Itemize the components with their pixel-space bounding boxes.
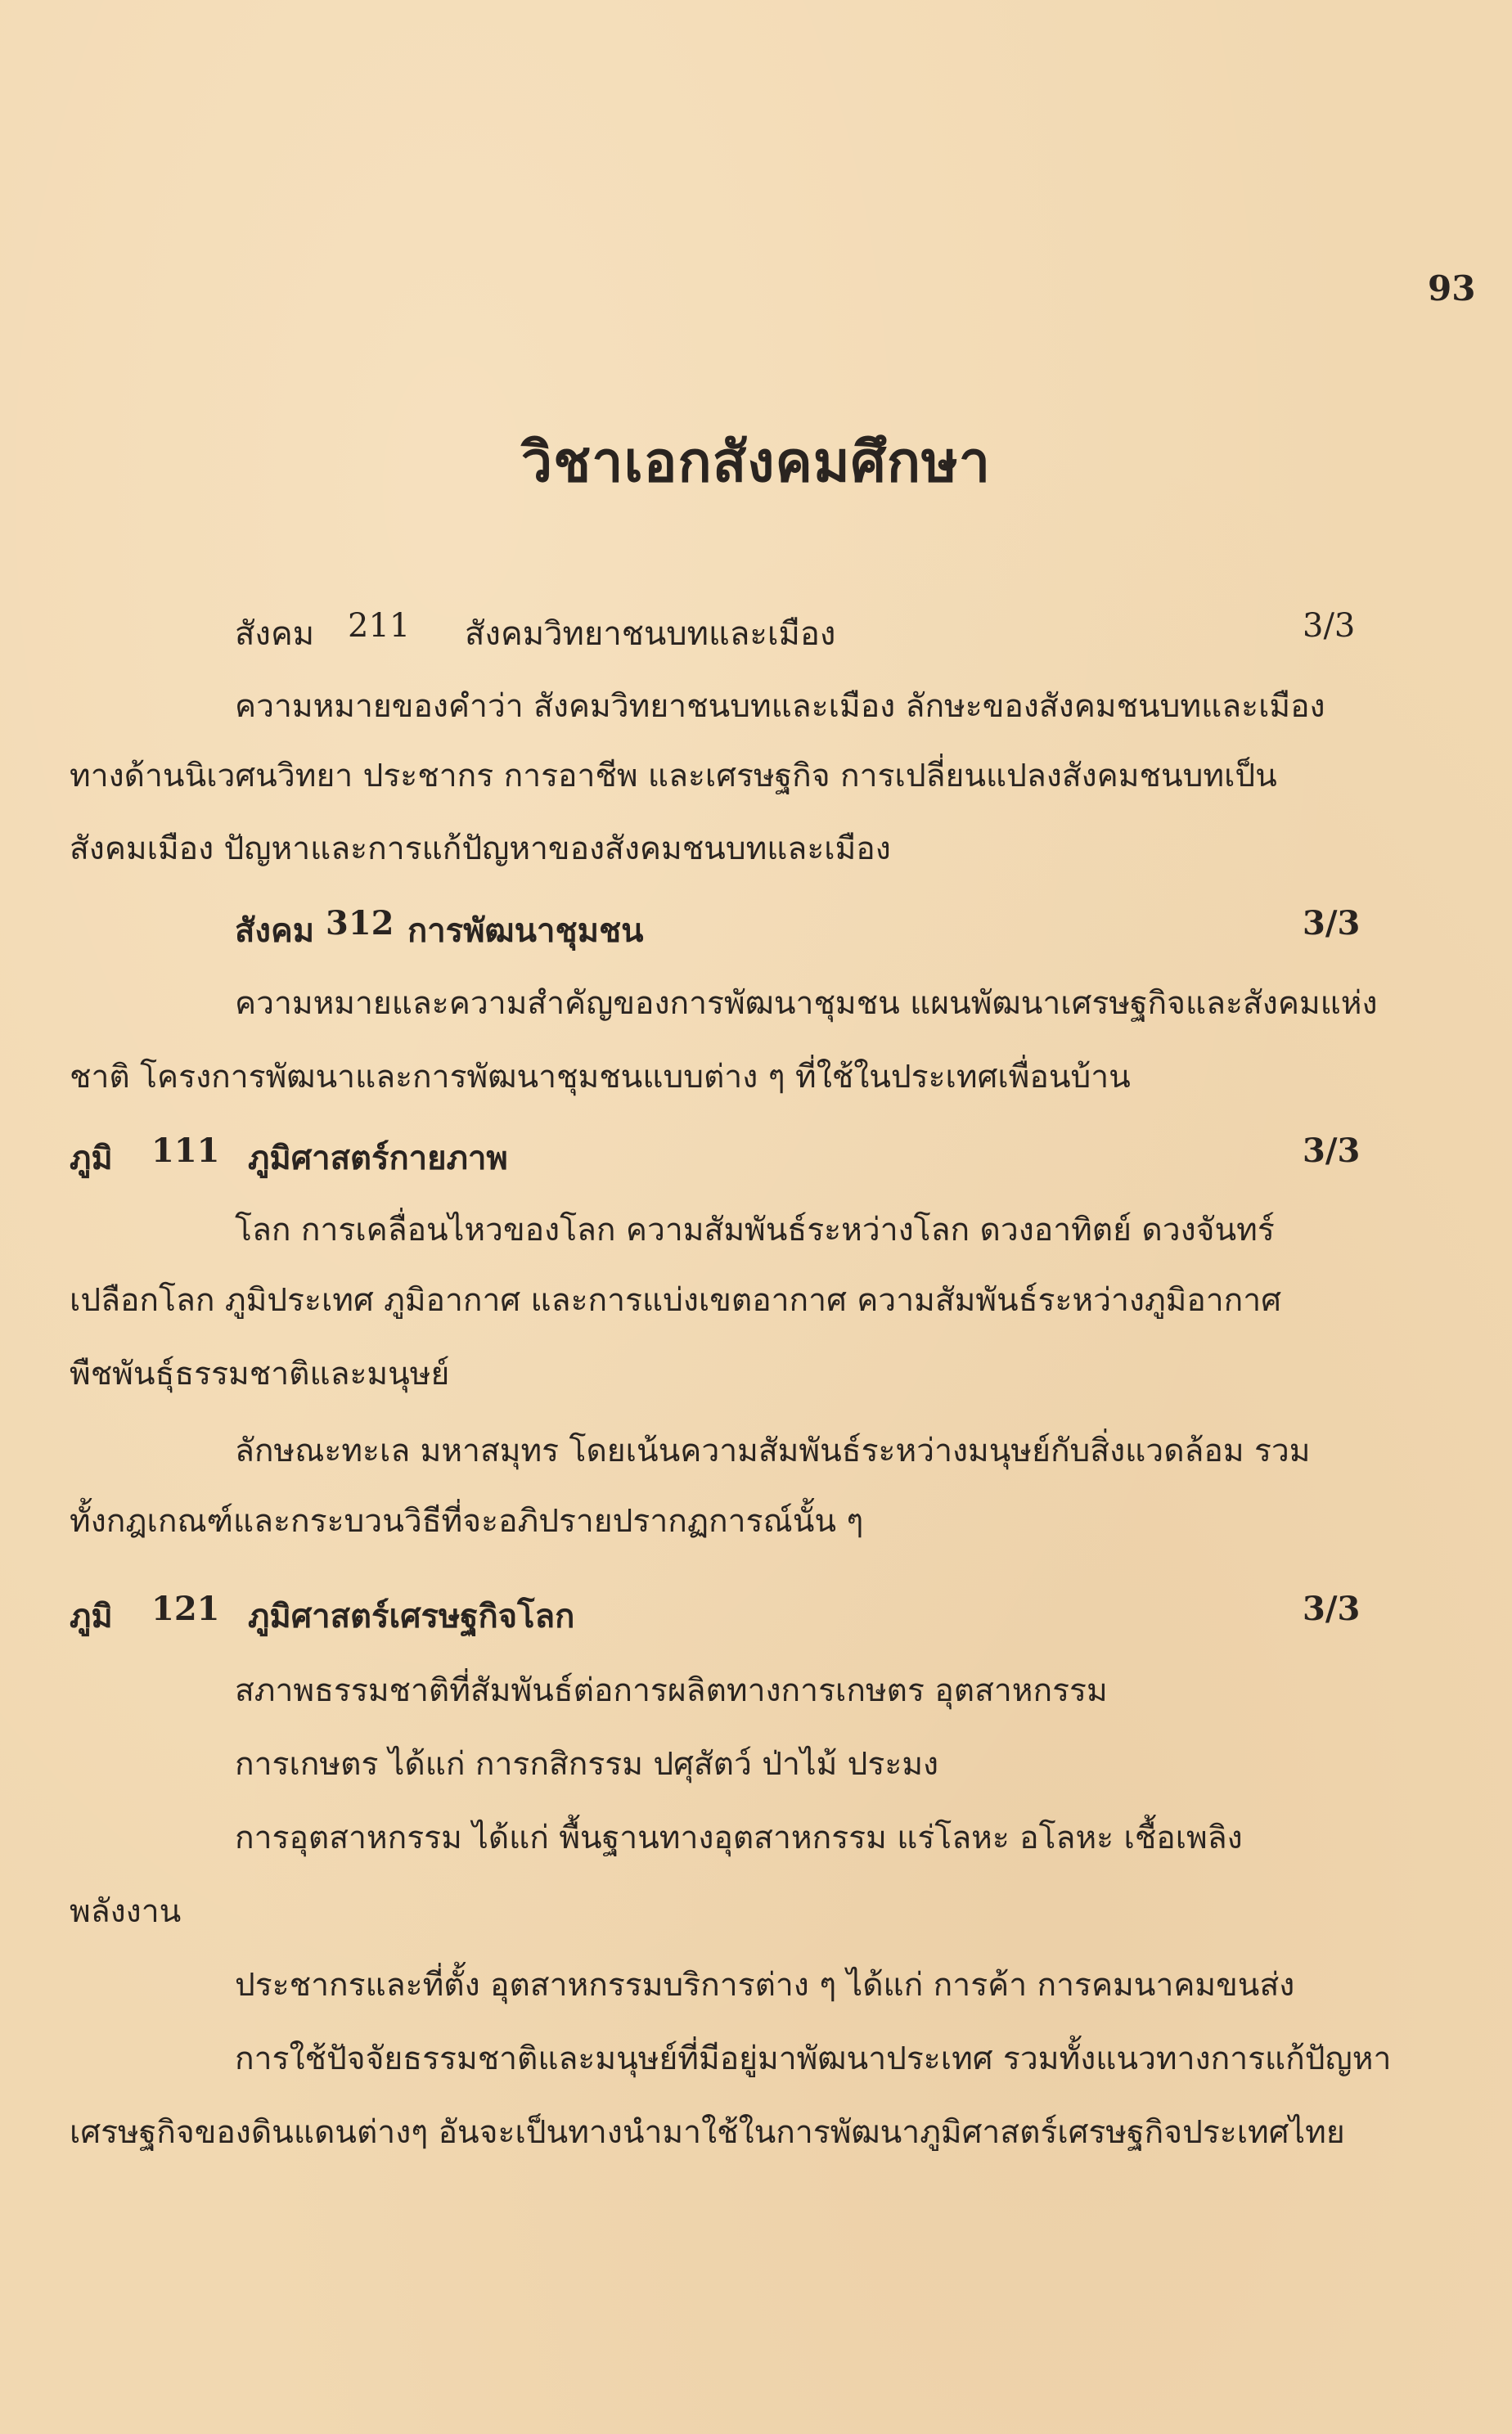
course-heading [0,607,1512,656]
course-number: 121 [151,1590,220,1628]
page-title: วิชาเอกสังคมศึกษา [520,430,992,495]
course-code: ภูมิ [70,1597,113,1635]
course-number: 211 [348,607,411,645]
description-line: สภาพธรรมชาติที่สัมพันธ์ต่อการผลิตทางการเกษตร อุตสาหกรรม [235,1672,1108,1709]
description-line: พลังงาน [70,1893,182,1930]
course-credits: 3/3 [1303,1590,1361,1628]
course-heading [0,904,1512,953]
course-code: ภูมิ [70,1139,113,1177]
course-heading [0,1132,1512,1181]
description-line: ความหมายและความสำคัญของการพัฒนาชุมชน แผนพัฒนาเศรษฐกิจและสังคมแห่ง [235,985,1378,1022]
description-line: ประชากรและที่ตั้ง อุตสาหกรรมบริการต่าง ๆ ได้แก่ การค้า การคมนาคมขนส่ง [235,1967,1295,2004]
description-line: ความหมายของคำว่า สังคมวิทยาชนบทและเมือง ลักษะของสังคมชนบทและเมือง [235,688,1325,725]
description-line: สังคมเมือง ปัญหาและการแก้ปัญหาของสังคมชนบทและเมือง [70,830,891,867]
description-line: การเกษตร ได้แก่ การกสิกรรม ปศุสัตว์ ป่าไม้ ประมง [235,1746,939,1783]
course-credits: 3/3 [1303,1132,1361,1170]
course-name: สังคมวิทยาชนบทและเมือง [465,615,836,653]
course-credits: 3/3 [1303,607,1356,645]
description-line: การใช้ปัจจัยธรรมชาติและมนุษย์ที่มีอยู่มาพัฒนาประเทศ รวมทั้งแนวทางการแก้ปัญหา [235,2040,1392,2077]
description-line: ลักษณะทะเล มหาสมุทร โดยเน้นความสัมพันธ์ระหว่างมนุษย์กับสิ่งแวดล้อม รวม [235,1433,1311,1469]
description-line: เศรษฐกิจของดินแดนต่างๆ อันจะเป็นทางนำมาใช้ในการพัฒนาภูมิศาสตร์เศรษฐกิจประเทศไทย [70,2114,1345,2151]
description-line: ทั้งกฎเกณฑ์และกระบวนวิธีที่จะอภิปรายปรากฏการณ์นั้น ๆ [70,1503,864,1540]
description-line: เปลือกโลก ภูมิประเทศ ภูมิอากาศ และการแบ่งเขตอากาศ ความสัมพันธ์ระหว่างภูมิอากาศ [70,1282,1281,1319]
course-name: ภูมิศาสตร์เศรษฐกิจโลก [248,1597,575,1635]
course-credits: 3/3 [1303,904,1361,943]
course-heading [0,1590,1512,1639]
description-line: พืชพันธุ์ธรรมชาติและมนุษย์ [70,1356,450,1392]
description-line: โลก การเคลื่อนไหวของโลก ความสัมพันธ์ระหว่างโลก ดวงอาทิตย์ ดวงจันทร์ [235,1212,1275,1248]
description-line: ทางด้านนิเวศนวิทยา ประชากร การอาชีพ และเศรษฐกิจ การเปลี่ยนแปลงสังคมชนบทเป็น [70,758,1277,794]
page-number: 93 [1428,268,1476,308]
course-code: สังคม [235,911,315,950]
description-line: ชาติ โครงการพัฒนาและการพัฒนาชุมชนแบบต่าง ๆ ที่ใช้ในประเทศเพื่อนบ้าน [70,1059,1131,1096]
description-line: การอุตสาหกรรม ได้แก่ พื้นฐานทางอุตสาหกรรม แร่โลหะ อโลหะ เชื้อเพลิง [235,1820,1243,1856]
course-code: สังคม [235,615,315,653]
course-name: การพัฒนาชุมชน [407,911,644,950]
course-number: 312 [326,904,394,943]
course-name: ภูมิศาสตร์กายภาพ [248,1139,508,1177]
course-number: 111 [151,1132,220,1170]
